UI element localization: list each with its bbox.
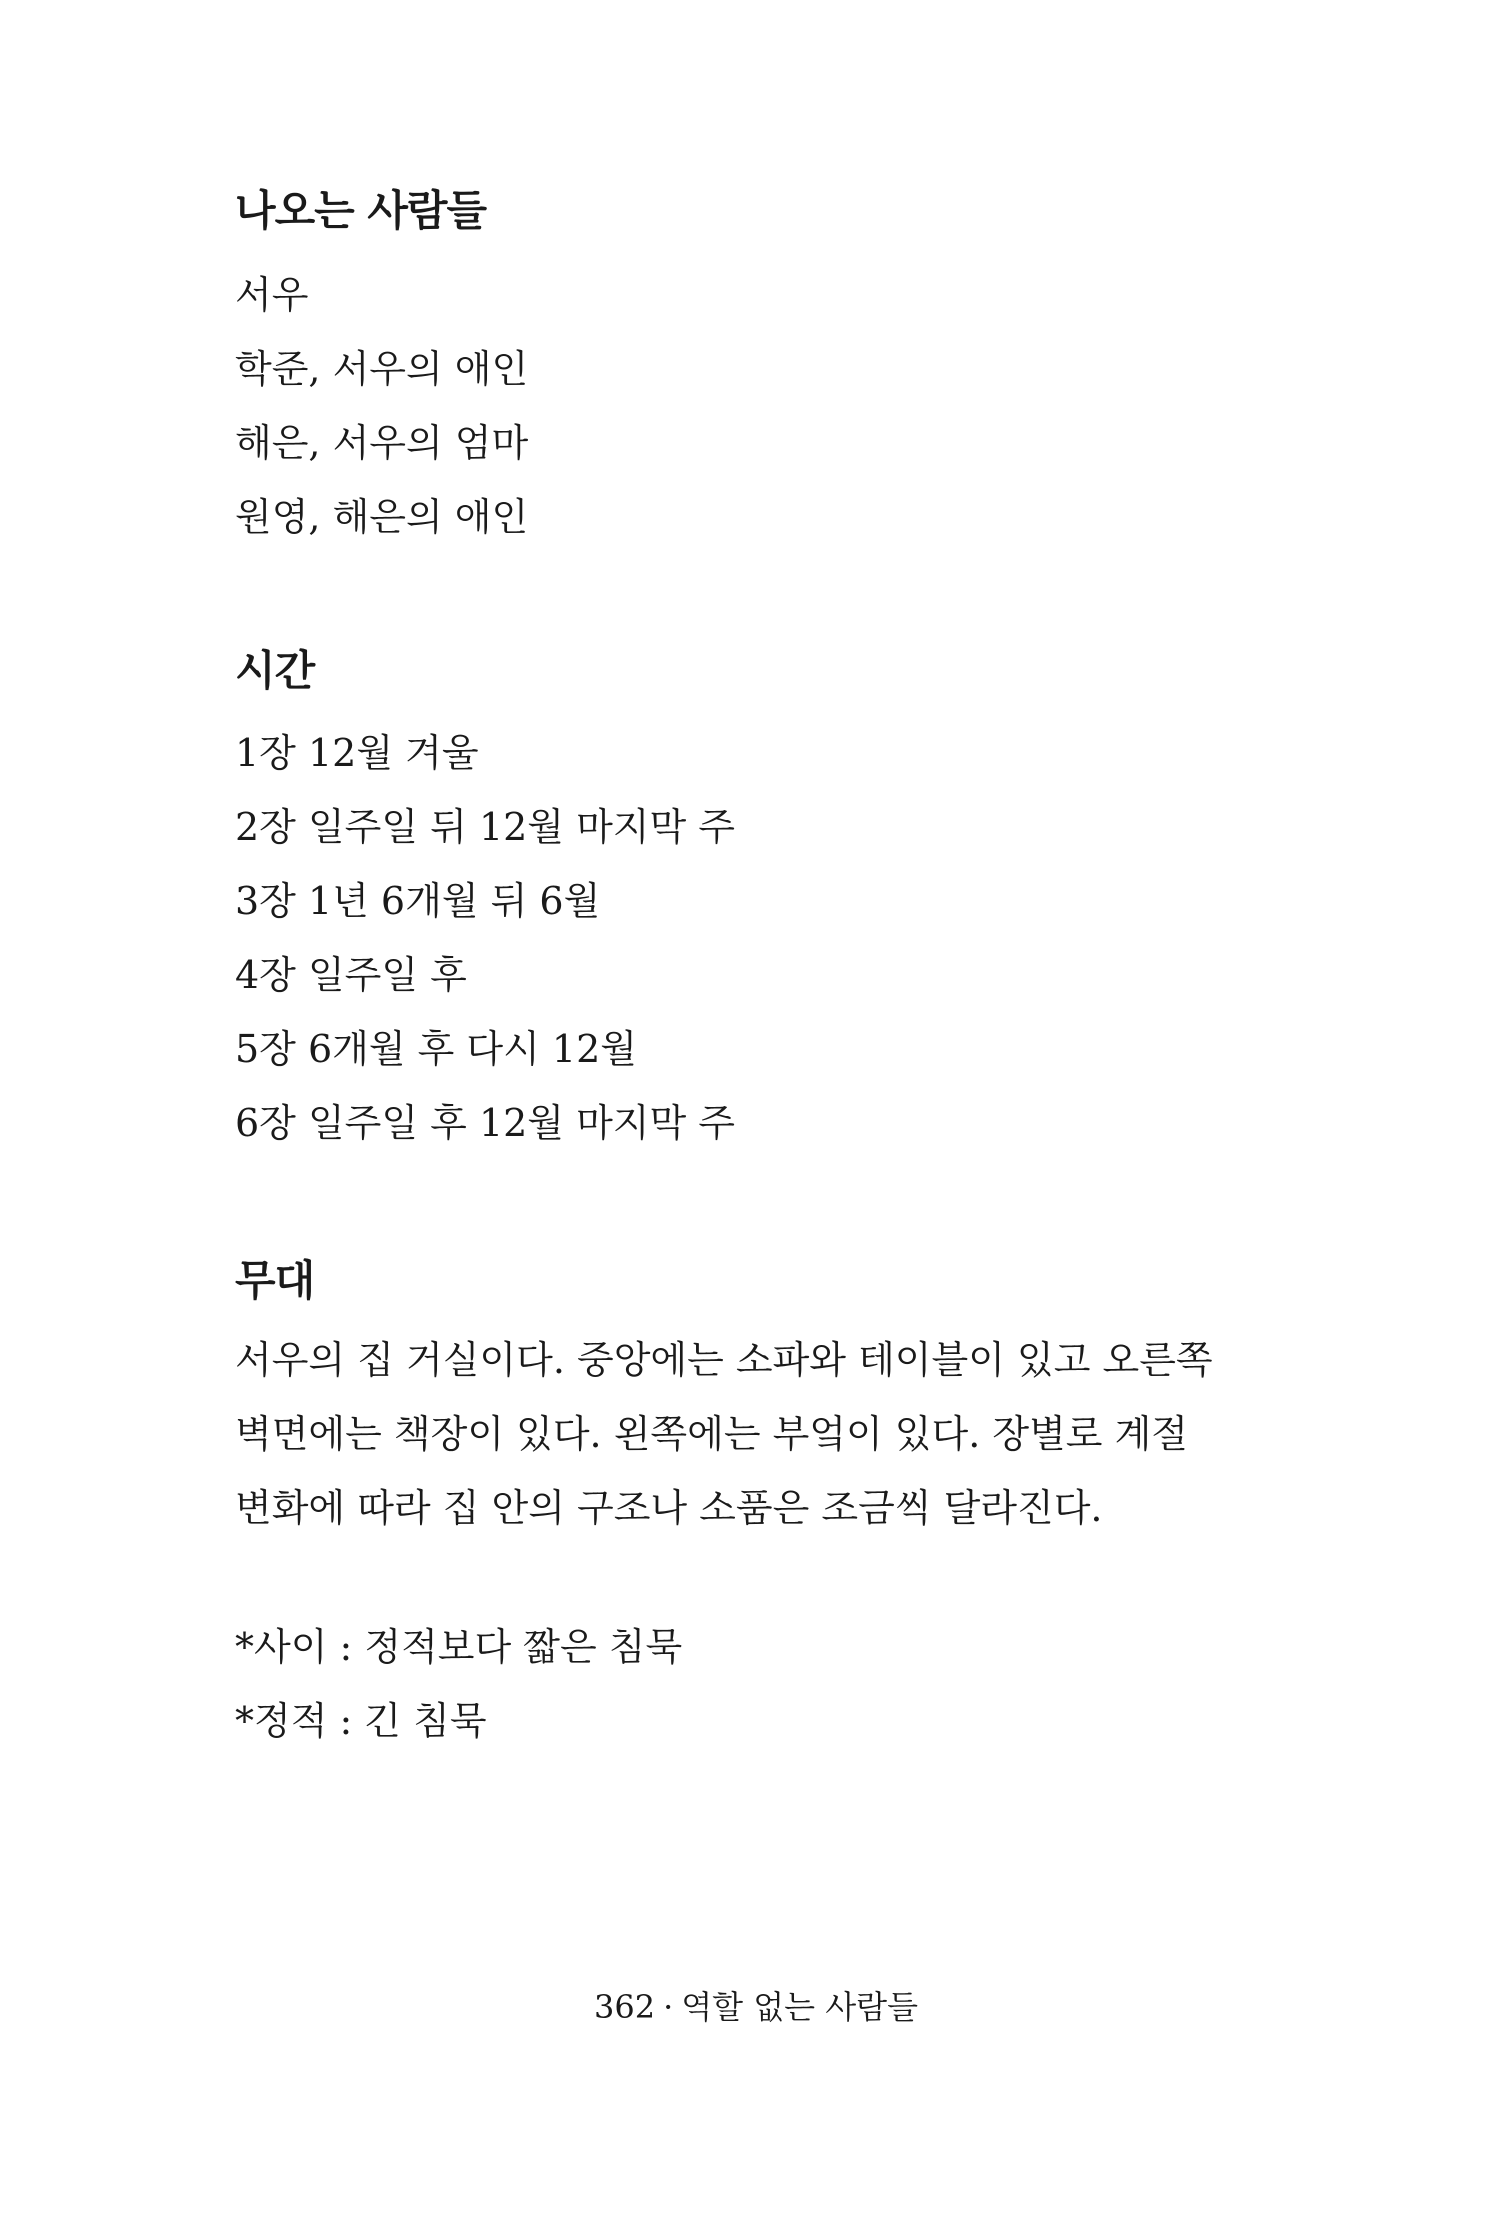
time-heading: 시간 — [235, 646, 315, 695]
notes-list — [235, 1610, 682, 1758]
time-item: 5장 6개월 후 다시 12월 — [235, 1027, 637, 1071]
note-item: *사이 : 정적보다 짧은 침묵 — [235, 1625, 683, 1669]
characters-heading: 나오는 사람들 — [235, 186, 487, 235]
character-item: 학준, 서우의 애인 — [235, 347, 529, 391]
page-footer — [0, 1985, 1512, 2029]
character-item: 해은, 서우의 엄마 — [235, 421, 529, 465]
time-item: 4장 일주일 후 — [235, 953, 467, 997]
time-item: 2장 일주일 뒤 12월 마지막 주 — [235, 805, 736, 849]
time-item: 6장 일주일 후 12월 마지막 주 — [235, 1101, 736, 1145]
stage-heading: 무대 — [235, 1256, 315, 1305]
character-item: 원영, 해은의 애인 — [235, 495, 529, 539]
time-item: 1장 12월 겨울 — [235, 731, 479, 775]
characters-list — [235, 258, 528, 554]
note-item: *정적 : 긴 침묵 — [235, 1699, 487, 1743]
character-item: 서우 — [235, 273, 309, 317]
footer-separator: · — [663, 1988, 674, 2026]
page-number: 362 — [594, 1988, 656, 2026]
book-title: 역할 없는 사람들 — [681, 1988, 918, 2026]
time-item: 3장 1년 6개월 뒤 6월 — [235, 879, 601, 923]
time-list — [235, 716, 735, 1160]
stage-description: 서우의 집 거실이다. 중앙에는 소파와 테이블이 있고 오른쪽 벽면에는 책장이 있다. 왼쪽에는 부엌이 있다. 장별로 계절 변화에 따라 집 안의 구조나 소품은 조금씩 달라진다. — [235, 1338, 1213, 1530]
